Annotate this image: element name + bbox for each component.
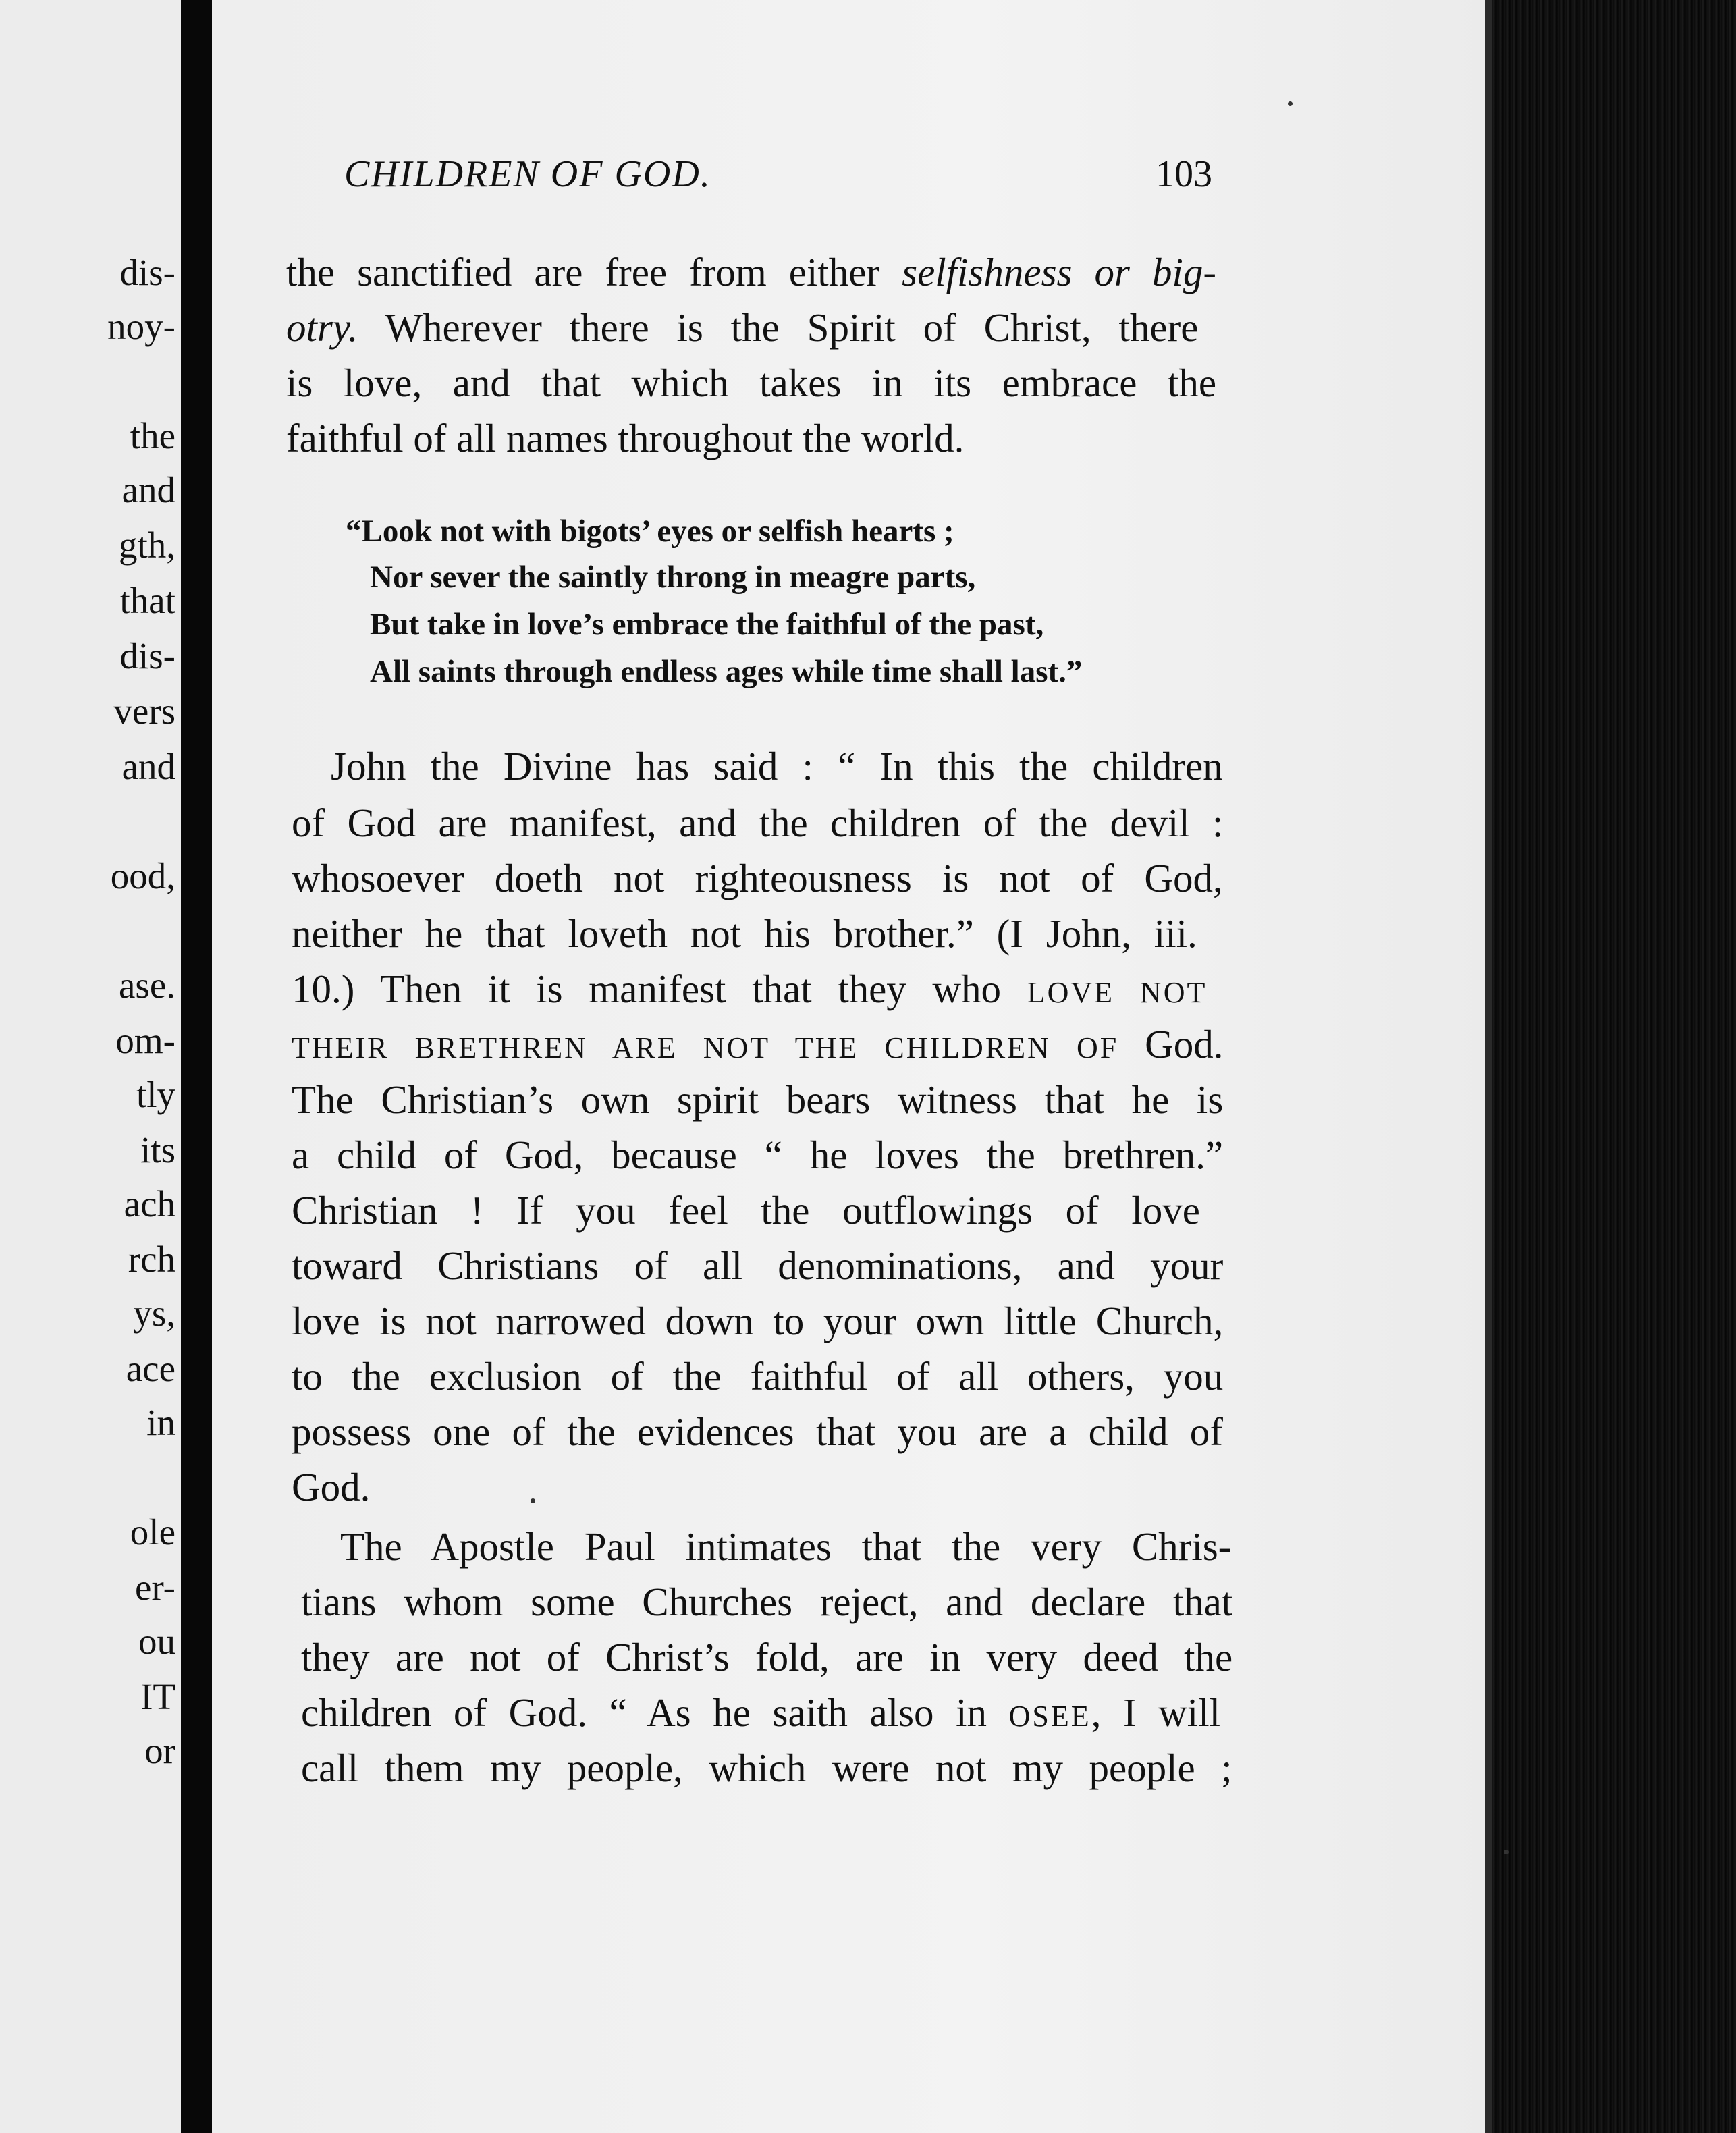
text-line: call them my people, which were not my people ; <box>301 1746 1232 1790</box>
left-page-fragment: ole <box>130 1511 175 1552</box>
left-page-fragment: ou <box>138 1621 175 1662</box>
left-page-fragment: IT <box>140 1676 175 1717</box>
left-page-fragment: and <box>121 746 175 787</box>
scan-speck <box>1288 101 1293 106</box>
left-page-fragment: om- <box>115 1020 175 1061</box>
left-page-fragment: tly <box>136 1074 175 1115</box>
text-line: of God are manifest, and the children of the devil : <box>292 801 1224 845</box>
text-run: the sanctified are free from either <box>286 250 902 294</box>
small-caps-run: OSEE <box>1008 1700 1091 1733</box>
left-page-fragment: dis- <box>119 635 175 676</box>
text-run: God. <box>1118 1022 1224 1066</box>
text-line: The Christian’s own spirit bears witness that he is <box>292 1077 1224 1122</box>
text-line <box>301 1690 1220 1735</box>
text-line: tians whom some Churches reject, and declare that <box>301 1580 1233 1624</box>
text-line <box>292 1022 1224 1066</box>
text-line: neither he that loveth not his brother.” (I John, iii. <box>292 911 1197 956</box>
left-page-fragment: its <box>140 1129 175 1170</box>
left-page-fragment: ood, <box>110 855 175 896</box>
text-line: toward Christians of all denominations, and your <box>292 1243 1224 1288</box>
text-run: children of God. “ As he saith also in <box>301 1690 1009 1735</box>
text-line: Nor sever the saintly throng in meagre parts, <box>370 560 976 595</box>
text-line: But take in love’s embrace the faithful of the past, <box>370 607 1044 642</box>
left-page-fragment: ace <box>126 1348 175 1389</box>
text-run: , I will <box>1091 1690 1220 1735</box>
small-caps-run: THEIR BRETHREN ARE NOT THE CHILDREN OF <box>292 1031 1119 1064</box>
left-page-fragment: ase. <box>119 965 175 1006</box>
text-line: to the exclusion of the faithful of all others, you <box>292 1354 1224 1399</box>
left-page-fragment: and <box>121 469 175 510</box>
left-page-fragment: or <box>144 1730 175 1771</box>
text-line: faithful of all names throughout the world. <box>286 416 965 460</box>
text-line: possess one of the evidences that you are a child of <box>292 1409 1223 1454</box>
left-page-fragment: gth, <box>118 524 175 566</box>
left-page-fragment: noy- <box>107 306 175 347</box>
left-page-fragment: in <box>146 1402 175 1443</box>
left-page-fragment: ys, <box>133 1293 175 1334</box>
text-line: “Look not with bigots’ eyes or selfish hearts ; <box>346 514 954 549</box>
left-page-fragment: rch <box>128 1239 175 1280</box>
text-run: Wherever there is the Spirit of Christ, there <box>358 305 1199 350</box>
left-page-fragment: the <box>130 415 175 456</box>
left-page-fragment: ach <box>124 1183 175 1224</box>
text-line <box>292 969 1207 1009</box>
book-gutter <box>181 0 212 2133</box>
left-page <box>0 0 181 2133</box>
left-page-fragment: that <box>119 580 175 621</box>
text-line: All saints through endless ages while time shall last.” <box>370 654 1083 689</box>
small-caps-run: LOVE NOT <box>1027 976 1208 1009</box>
text-line: Christian ! If you feel the outflowings of love <box>292 1188 1200 1233</box>
text-line <box>286 305 1199 350</box>
text-line: a child of God, because “ he loves the brethren.” <box>292 1133 1224 1177</box>
text-line: they are not of Christ’s fold, are in very deed the <box>301 1635 1233 1679</box>
text-line: is love, and that which takes in its embrace the <box>286 360 1217 405</box>
left-page-fragment: dis- <box>119 252 175 293</box>
running-head: CHILDREN OF GOD. <box>344 153 711 195</box>
left-page-fragment: vers <box>113 691 175 732</box>
page-number: 103 <box>1156 153 1212 195</box>
scan-speck <box>531 1498 535 1503</box>
italic-run: selfishness or big- <box>902 250 1217 294</box>
text-line <box>286 252 1216 292</box>
italic-run: otry. <box>286 305 358 350</box>
text-line: John the Divine has said : “ In this the children <box>331 744 1223 788</box>
left-page-fragment: er- <box>135 1567 175 1608</box>
scan-speck <box>1504 1850 1509 1854</box>
text-line: God. <box>292 1465 371 1509</box>
text-line: love is not narrowed down to your own little Church, <box>292 1299 1224 1343</box>
text-run: 10.) Then it is manifest that they who <box>292 967 1027 1011</box>
text-line: whosoever doeth not righteousness is not of God, <box>292 856 1223 900</box>
text-line: The Apostle Paul intimates that the very Chris- <box>340 1524 1232 1569</box>
book-edge <box>1492 0 1736 2133</box>
